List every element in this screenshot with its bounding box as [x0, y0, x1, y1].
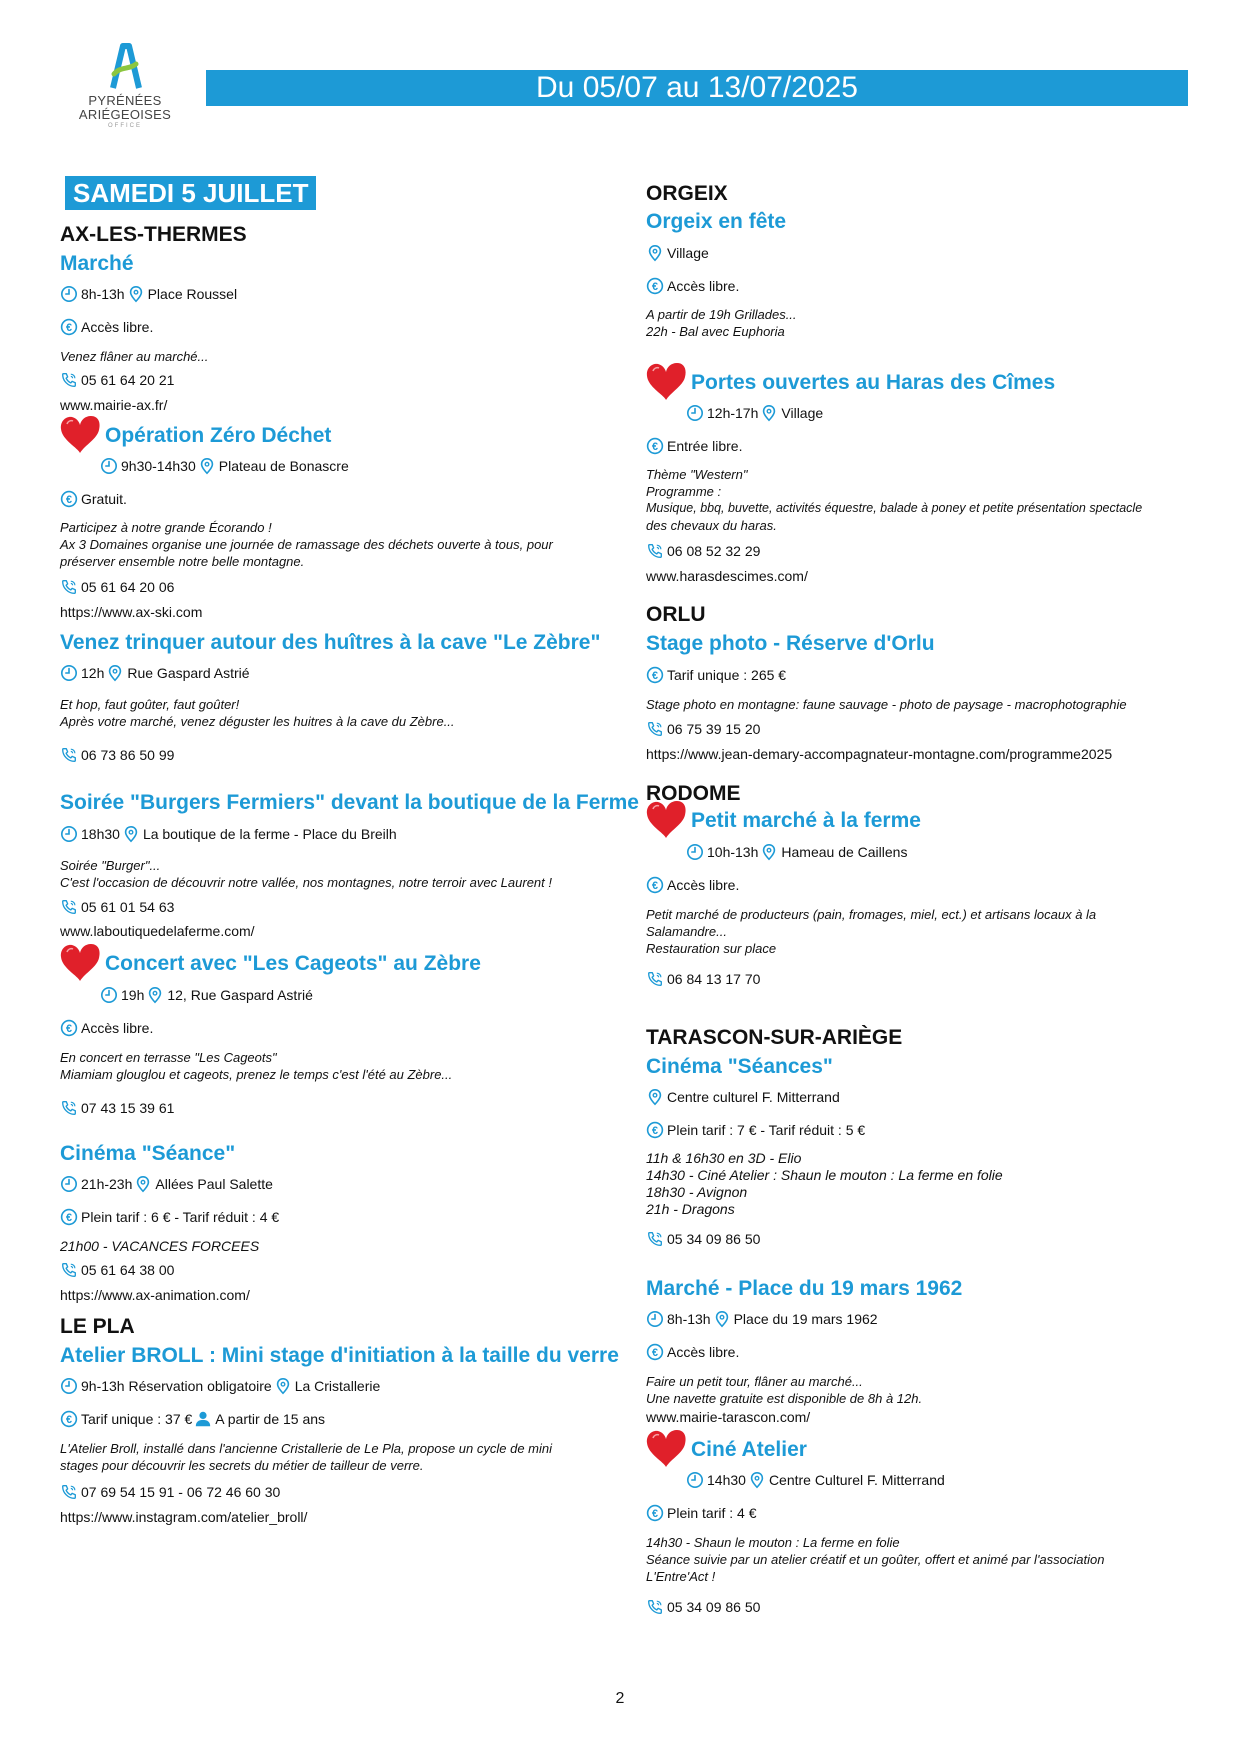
- description-line: Miamiam glouglou et cageots, prenez le temps c'est l'été au Zèbre...: [60, 1067, 453, 1082]
- event-price: [646, 875, 1206, 895]
- event-title: Opération Zéro Déchet: [105, 424, 332, 447]
- event-place: La boutique de la ferme - Place du Breilh: [142, 826, 397, 842]
- event-title: Cinéma "Séances": [646, 1055, 833, 1078]
- town-heading: RODOME: [646, 782, 741, 805]
- euro-icon: [646, 876, 664, 894]
- event-url[interactable]: https://www.instagram.com/atelier_broll/: [60, 1509, 308, 1525]
- description-line: Soirée "Burger"...: [60, 858, 161, 873]
- event-time-place: [686, 1470, 1240, 1490]
- event-time: 10h-13h: [707, 844, 759, 860]
- event-url[interactable]: https://www.ax-animation.com/: [60, 1287, 250, 1303]
- event-place: Centre culturel F. Mitterrand: [667, 1089, 840, 1105]
- description-line: 14h30 - Shaun le mouton : La ferme en folie: [646, 1535, 900, 1550]
- clock-icon: [60, 825, 78, 843]
- event-time-place: [60, 824, 620, 844]
- description-line: Ax 3 Domaines organise une journée de ramassage des déchets ouverte à tous, pour: [60, 537, 553, 552]
- town-heading: ORLU: [646, 603, 706, 626]
- event-time: 14h30: [707, 1472, 746, 1488]
- event-phone: [646, 1229, 1206, 1249]
- heart-icon: [644, 362, 688, 402]
- location-pin-icon: [748, 1471, 766, 1489]
- clock-icon: [100, 457, 118, 475]
- location-pin-icon: [713, 1310, 731, 1328]
- event-place-line: [646, 243, 1206, 263]
- description-line: Participez à notre grande Écorando !: [60, 520, 272, 535]
- description-line: 18h30 - Avignon: [646, 1184, 748, 1200]
- town-heading: ORGEIX: [646, 182, 728, 205]
- event-time-place: [60, 284, 620, 304]
- event-phone-number: 05 61 64 20 06: [81, 579, 175, 595]
- event-age: A partir de 15 ans: [215, 1411, 326, 1427]
- clock-icon: [646, 1310, 664, 1328]
- description-line: Musique, bbq, buvette, activités équestre, balade à poney et petite présentation spectacle: [646, 501, 1143, 515]
- event-phone-number: 06 75 39 15 20: [667, 721, 761, 737]
- event-time-place: [686, 842, 1240, 862]
- event-phone: [60, 1482, 620, 1502]
- heart-icon: [644, 1429, 688, 1469]
- event-place: Village: [667, 245, 709, 261]
- event-place: Rue Gaspard Astrié: [127, 665, 250, 681]
- event-title: Stage photo - Réserve d'Orlu: [646, 632, 935, 655]
- town-heading: AX-LES-THERMES: [60, 223, 247, 246]
- person-icon: [194, 1410, 212, 1428]
- right-column: [646, 0, 1206, 1680]
- town-heading: LE PLA: [60, 1315, 135, 1338]
- description-line: 21h - Dragons: [646, 1201, 735, 1217]
- event-time-place: [60, 1174, 620, 1194]
- euro-icon: [60, 1019, 78, 1037]
- event-description: [646, 906, 1206, 957]
- town-heading: TARASCON-SUR-ARIÈGE: [646, 1026, 903, 1049]
- description-line: L'Entre'Act !: [646, 1569, 716, 1584]
- event-description: [60, 1049, 620, 1083]
- event-title: Atelier BROLL : Mini stage d'initiation à la taille du verre: [60, 1344, 619, 1367]
- date-range-banner: Du 05/07 au 13/07/2025: [206, 70, 1188, 106]
- location-pin-icon: [106, 664, 124, 682]
- event-description: 21h00 - VACANCES FORCEES: [60, 1238, 260, 1254]
- event-time: 12h: [81, 665, 105, 681]
- euro-icon: [60, 1208, 78, 1226]
- event-time-place: [646, 1309, 1206, 1329]
- heart-icon: [644, 800, 688, 840]
- phone-icon: [60, 898, 78, 916]
- event-title: Marché: [60, 252, 134, 275]
- location-pin-icon: [198, 457, 216, 475]
- event-time: 19h: [121, 987, 145, 1003]
- event-phone-number: 05 34 09 86 50: [667, 1599, 761, 1615]
- location-pin-icon: [646, 1088, 664, 1106]
- event-title: Cinéma "Séance": [60, 1142, 236, 1165]
- event-place: Plateau de Bonascre: [218, 458, 349, 474]
- description-line: des chevaux du haras.: [646, 518, 777, 533]
- euro-icon: [60, 1410, 78, 1428]
- event-description: [60, 1440, 620, 1474]
- event-price: [60, 317, 620, 337]
- heart-icon: [58, 943, 102, 983]
- phone-icon: [60, 1483, 78, 1501]
- euro-icon: [646, 437, 664, 455]
- description-line: Faire un petit tour, flâner au marché...: [646, 1374, 863, 1389]
- euro-icon: [646, 1504, 664, 1522]
- event-description: [646, 306, 1206, 340]
- event-phone: [60, 370, 620, 390]
- event-time-place: [60, 663, 620, 683]
- event-description: [60, 519, 620, 570]
- logo-line-3: OFFICE: [108, 123, 142, 129]
- location-pin-icon: [127, 285, 145, 303]
- description-line: C'est l'occasion de découvrir notre vallée, nos montagnes, notre terroir avec Laurent !: [60, 875, 553, 890]
- description-line: Et hop, faut goûter, faut goûter!: [60, 697, 240, 712]
- event-url[interactable]: https://www.jean-demary-accompagnateur-montagne.com/programme2025: [646, 746, 1113, 762]
- event-place: Hameau de Caillens: [781, 844, 908, 860]
- phone-icon: [60, 371, 78, 389]
- description-line: L'Atelier Broll, installé dans l'ancienne Cristallerie de Le Pla, propose un cycle de mini: [60, 1441, 553, 1456]
- event-title: Soirée "Burgers Fermiers" devant la boutique de la Ferme: [60, 791, 639, 814]
- description-line: Une navette gratuite est disponible de 8h à 12h.: [646, 1391, 923, 1406]
- logo-line-2: ARIÉGEOISES: [78, 107, 172, 122]
- event-place-line: [646, 1087, 1206, 1107]
- event-title: Marché - Place du 19 mars 1962: [646, 1277, 963, 1300]
- event-time-place: [686, 403, 1240, 423]
- logo-line-1: PYRÉNÉES: [88, 93, 162, 108]
- clock-icon: [686, 843, 704, 861]
- event-phone: [60, 1260, 620, 1280]
- description-line: Restauration sur place: [646, 941, 777, 956]
- location-pin-icon: [760, 404, 778, 422]
- event-title: Orgeix en fête: [646, 210, 787, 233]
- event-phone: [60, 745, 620, 765]
- event-description: [646, 1534, 1206, 1585]
- event-place: Village: [781, 405, 824, 421]
- event-description: Venez flâner au marché...: [60, 349, 209, 364]
- event-place: 12, Rue Gaspard Astrié: [167, 987, 313, 1003]
- event-price: [646, 1503, 1206, 1523]
- description-line: En concert en terrasse "Les Cageots": [60, 1050, 277, 1065]
- event-phone: [646, 719, 1206, 739]
- event-time: 18h30: [81, 826, 120, 842]
- event-time: 12h-17h: [707, 405, 759, 421]
- event-price: [646, 276, 1206, 296]
- event-price-text: Gratuit.: [81, 491, 127, 507]
- clock-icon: [686, 1471, 704, 1489]
- description-line: Programme :: [646, 484, 722, 499]
- description-line: 22h - Bal avec Euphoria: [646, 324, 785, 339]
- event-place: Place du 19 mars 1962: [733, 1311, 878, 1327]
- page-number: 2: [615, 1690, 625, 1707]
- euro-icon: [646, 277, 664, 295]
- event-price-text: Accès libre.: [81, 319, 154, 335]
- phone-icon: [646, 720, 664, 738]
- clock-icon: [60, 664, 78, 682]
- event-time-place: [100, 456, 660, 476]
- event-title: Portes ouvertes au Haras des Cîmes: [691, 371, 1056, 394]
- description-line: A partir de 19h Grillades...: [646, 307, 797, 322]
- event-time: 9h30-14h30: [121, 458, 196, 474]
- event-phone-number: 07 43 15 39 61: [81, 1100, 175, 1116]
- event-price: [646, 436, 1206, 456]
- event-price: [646, 1120, 1206, 1140]
- euro-icon: [646, 1343, 664, 1361]
- event-place: Allées Paul Salette: [155, 1176, 273, 1192]
- event-url[interactable]: https://www.ax-ski.com: [60, 604, 203, 620]
- event-place: Place Roussel: [147, 286, 238, 302]
- event-title: Venez trinquer autour des huîtres à la cave "Le Zèbre": [60, 631, 601, 654]
- description-line: 11h & 16h30 en 3D - Elio: [646, 1150, 802, 1166]
- phone-icon: [646, 542, 664, 560]
- event-price: [60, 489, 620, 509]
- event-price-text: Entrée libre.: [667, 438, 743, 454]
- event-phone-number: 05 61 64 38 00: [81, 1262, 175, 1278]
- event-price-text: Plein tarif : 6 € - Tarif réduit : 4 €: [81, 1209, 280, 1225]
- euro-icon: [646, 666, 664, 684]
- event-url[interactable]: www.mairie-tarascon.com/: [646, 1409, 811, 1425]
- phone-icon: [60, 1099, 78, 1117]
- event-title: Petit marché à la ferme: [691, 809, 921, 832]
- event-place: La Cristallerie: [294, 1378, 381, 1394]
- event-description: [60, 857, 620, 891]
- phone-icon: [646, 1598, 664, 1616]
- event-price-text: Accès libre.: [81, 1020, 154, 1036]
- phone-icon: [60, 1261, 78, 1279]
- description-line: Petit marché de producteurs (pain, fromages, miel, ect.) et artisans locaux à la: [646, 907, 1097, 922]
- event-title: Ciné Atelier: [691, 1438, 807, 1461]
- event-phone-number: 07 69 54 15 91 - 06 72 46 60 30: [81, 1484, 281, 1500]
- event-price-text: Accès libre.: [667, 278, 740, 294]
- event-price: [60, 1207, 620, 1227]
- event-price-text: Plein tarif : 7 € - Tarif réduit : 5 €: [667, 1122, 866, 1138]
- event-time: 9h-13h Réservation obligatoire: [81, 1378, 272, 1394]
- clock-icon: [60, 285, 78, 303]
- event-time-place: [60, 1376, 620, 1396]
- event-price: [60, 1409, 620, 1429]
- clock-icon: [100, 986, 118, 1004]
- location-pin-icon: [646, 244, 664, 262]
- event-price-text: Tarif unique : 37 €: [81, 1411, 193, 1427]
- event-description: [60, 696, 620, 730]
- event-description: [646, 1373, 1206, 1407]
- phone-icon: [646, 970, 664, 988]
- event-price: [646, 665, 1206, 685]
- description-line: Thème "Western": [646, 467, 748, 482]
- phone-icon: [60, 746, 78, 764]
- event-price: [646, 1342, 1206, 1362]
- event-phone: [60, 897, 620, 917]
- description-line: Séance suivie par un atelier créatif et un goûter, offert et animé par l'association: [646, 1552, 1105, 1567]
- event-phone: [646, 541, 1206, 561]
- event-time: 8h-13h: [667, 1311, 711, 1327]
- event-title: Concert avec "Les Cageots" au Zèbre: [105, 952, 481, 975]
- euro-icon: [646, 1121, 664, 1139]
- clock-icon: [686, 404, 704, 422]
- event-time: 21h-23h: [81, 1176, 133, 1192]
- event-place: Centre Culturel F. Mitterrand: [768, 1472, 945, 1488]
- euro-icon: [60, 490, 78, 508]
- description-line: préserver ensemble notre belle montagne.: [60, 554, 305, 569]
- description-line: stages pour découvrir les secrets du métier de tailleur de verre.: [60, 1458, 424, 1473]
- event-description: Stage photo en montagne: faune sauvage - photo de paysage - macrophotographie: [646, 697, 1127, 712]
- event-price-text: Accès libre.: [667, 1344, 740, 1360]
- euro-icon: [60, 318, 78, 336]
- event-price: [60, 1018, 620, 1038]
- event-phone: [646, 969, 1206, 989]
- event-time-place: [100, 985, 660, 1005]
- clock-icon: [60, 1377, 78, 1395]
- description-line: Après votre marché, venez déguster les huitres à la cave du Zèbre...: [60, 714, 455, 729]
- event-phone-number: 06 73 86 50 99: [81, 747, 175, 763]
- clock-icon: [60, 1175, 78, 1193]
- event-url[interactable]: www.harasdescimes.com/: [646, 568, 808, 584]
- left-column: [60, 0, 639, 1600]
- event-phone-number: 06 84 13 17 70: [667, 971, 761, 987]
- event-phone-number: 05 61 64 20 21: [81, 372, 175, 388]
- event-phone: [60, 577, 620, 597]
- location-pin-icon: [760, 843, 778, 861]
- phone-icon: [60, 578, 78, 596]
- event-time: 8h-13h: [81, 286, 125, 302]
- event-phone-number: 05 34 09 86 50: [667, 1231, 761, 1247]
- event-url[interactable]: www.mairie-ax.fr/: [60, 397, 168, 413]
- phone-icon: [646, 1230, 664, 1248]
- event-url[interactable]: www.laboutiquedelaferme.com/: [60, 923, 255, 939]
- location-pin-icon: [146, 986, 164, 1004]
- day-heading: SAMEDI 5 JUILLET: [65, 176, 316, 210]
- description-line: Salamandre...: [646, 924, 727, 939]
- location-pin-icon: [274, 1377, 292, 1395]
- description-line: 14h30 - Ciné Atelier : Shaun le mouton : La ferme en folie: [646, 1167, 1003, 1183]
- event-price-text: Plein tarif : 4 €: [667, 1505, 757, 1521]
- event-price-text: Tarif unique : 265 €: [667, 667, 787, 683]
- location-pin-icon: [122, 825, 140, 843]
- event-description: [646, 466, 1206, 534]
- event-phone-number: 05 61 01 54 63: [81, 899, 175, 915]
- event-phone: [60, 1098, 620, 1118]
- event-price-text: Accès libre.: [667, 877, 740, 893]
- event-phone-number: 06 08 52 32 29: [667, 543, 761, 559]
- event-phone: [646, 1597, 1206, 1617]
- location-pin-icon: [134, 1175, 152, 1193]
- event-description: [646, 1150, 1206, 1218]
- heart-icon: [58, 415, 102, 455]
